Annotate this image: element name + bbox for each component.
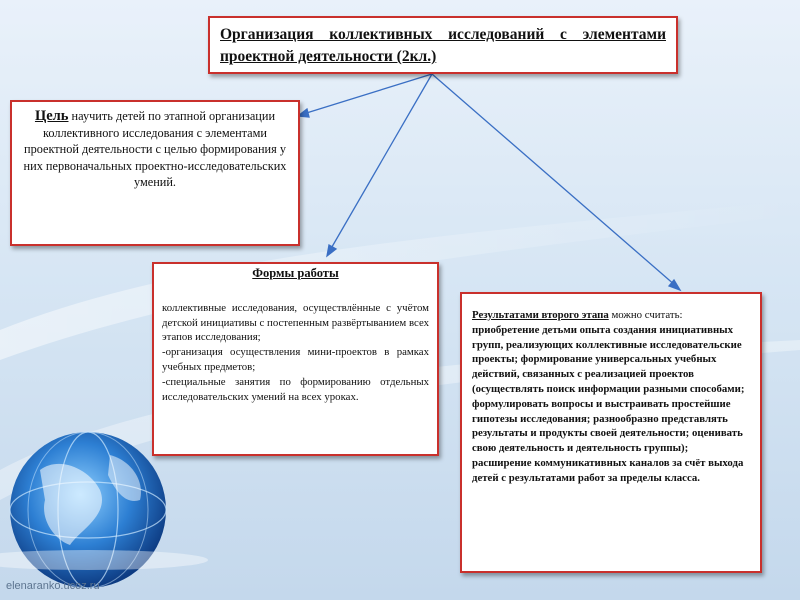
- title-box: [208, 16, 678, 74]
- forms-item: -специальные занятия по формированию отдельных исследовательских умений на всех уроках.: [162, 375, 429, 403]
- goal-text: научить детей по этапной организации коллективного исследования с элементами проектной деятельности с целью формирования у них первоначальных проектно-исследовательских умений.: [23, 109, 287, 190]
- results-label: Результатами второго этапа: [472, 309, 609, 321]
- results-box: [460, 292, 762, 573]
- page-title: Организация коллективных исследований с элементами проектной деятельности (2кл.): [220, 26, 666, 65]
- goal-label: Цель: [34, 108, 69, 124]
- goal-box: [10, 100, 300, 246]
- forms-item: -организация осуществления мини-проектов в рамках учебных предметов;: [162, 346, 429, 373]
- results-lead: можно считать:: [608, 309, 683, 321]
- forms-item: коллективные исследования, осуществлённые с учётом детской инициативы с постепенным развёртыванием всех этапов исследования;: [162, 301, 429, 344]
- forms-box: [152, 262, 439, 456]
- results-text: приобретение детьми опыта создания инициативных групп, реализующих коллективные исследовательские проекты; формирование универсальных учебных действий, связанных с реализацией проектов (осуществлять поиск информации разными способами; формулировать вопросы и выстраивать простейшие гипотезы исследования; разнообразно представлять результаты и продукты своей деятельности; оценивать свою деятельность и деятельность группы); расширение коммуникативных каналов за счёт выхода детей с результатами работ за пределы класса.: [472, 323, 745, 484]
- forms-title: Формы работы: [252, 266, 339, 280]
- watermark: elenaranko.ucoz.ru: [6, 580, 100, 592]
